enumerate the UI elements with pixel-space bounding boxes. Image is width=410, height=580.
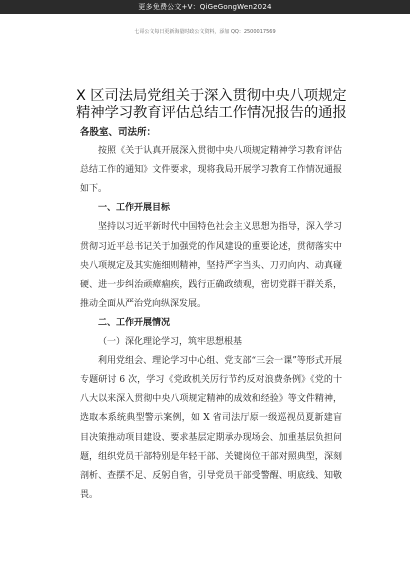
salutation: 各股室、司法所： (80, 127, 157, 138)
document-title: X 区司法局党组关于深入贯彻中央八项规定精神学习教育评估总结工作情况报告的通报 (76, 88, 347, 121)
section-heading-progress: 二、工作开展情况 (98, 317, 171, 328)
goals-paragraph: 坚持以习近平新时代中国特色社会主义思想为指导，深入学习贯彻习近平总书记关于加强党的作风建设的重要论述，贯彻落实中央八项规定及其实施细则精神，坚持严字当头、刀刃向内、动真碰硬、进一步纠治顽瘴痼疾，践行正确政绩观，密切党群干群关系，推动全面从严治党向纵深发展。 (80, 222, 342, 309)
theory-study-paragraph: 利用党组会、理论学习中心组、党支部“三会一课”等形式开展专题研讨 6 次，学习《党政机关厉行节约反对浪费条例》《党的十八大以来深入贯彻中央八项规定精神的成效和经验》等文件精神，选取本系统典型警示案例，如 X 省司法厅原一级巡视员夏新建盲目决策推动项目建设、要求基层定期承办现场会、加重基层负担问题，组织党员干部特别是年轻干部、关键岗位干部对照典型，深刻剖析、查摆不足、反躬自省，引导党员干部受警醒、明底线、知敬畏。 (80, 356, 342, 500)
header-note: 七哥公文每日更新海量时政公文资料，添加 QQ：2500017569 (134, 29, 276, 35)
subsection-heading-theory-study: （一）深化理论学习，筑牢思想根基 (98, 337, 243, 348)
top-banner: 更多免费公文+V：QiGeGongWen2024 (0, 0, 410, 14)
document-body (80, 123, 342, 505)
section-heading-goals: 一、工作开展目标 (98, 203, 171, 214)
intro-paragraph: 按照《关于认真开展深入贯彻中央八项规定精神学习教育评估总结工作的通知》文件要求，现将我局开展学习教育工作情况通报如下。 (80, 146, 342, 195)
